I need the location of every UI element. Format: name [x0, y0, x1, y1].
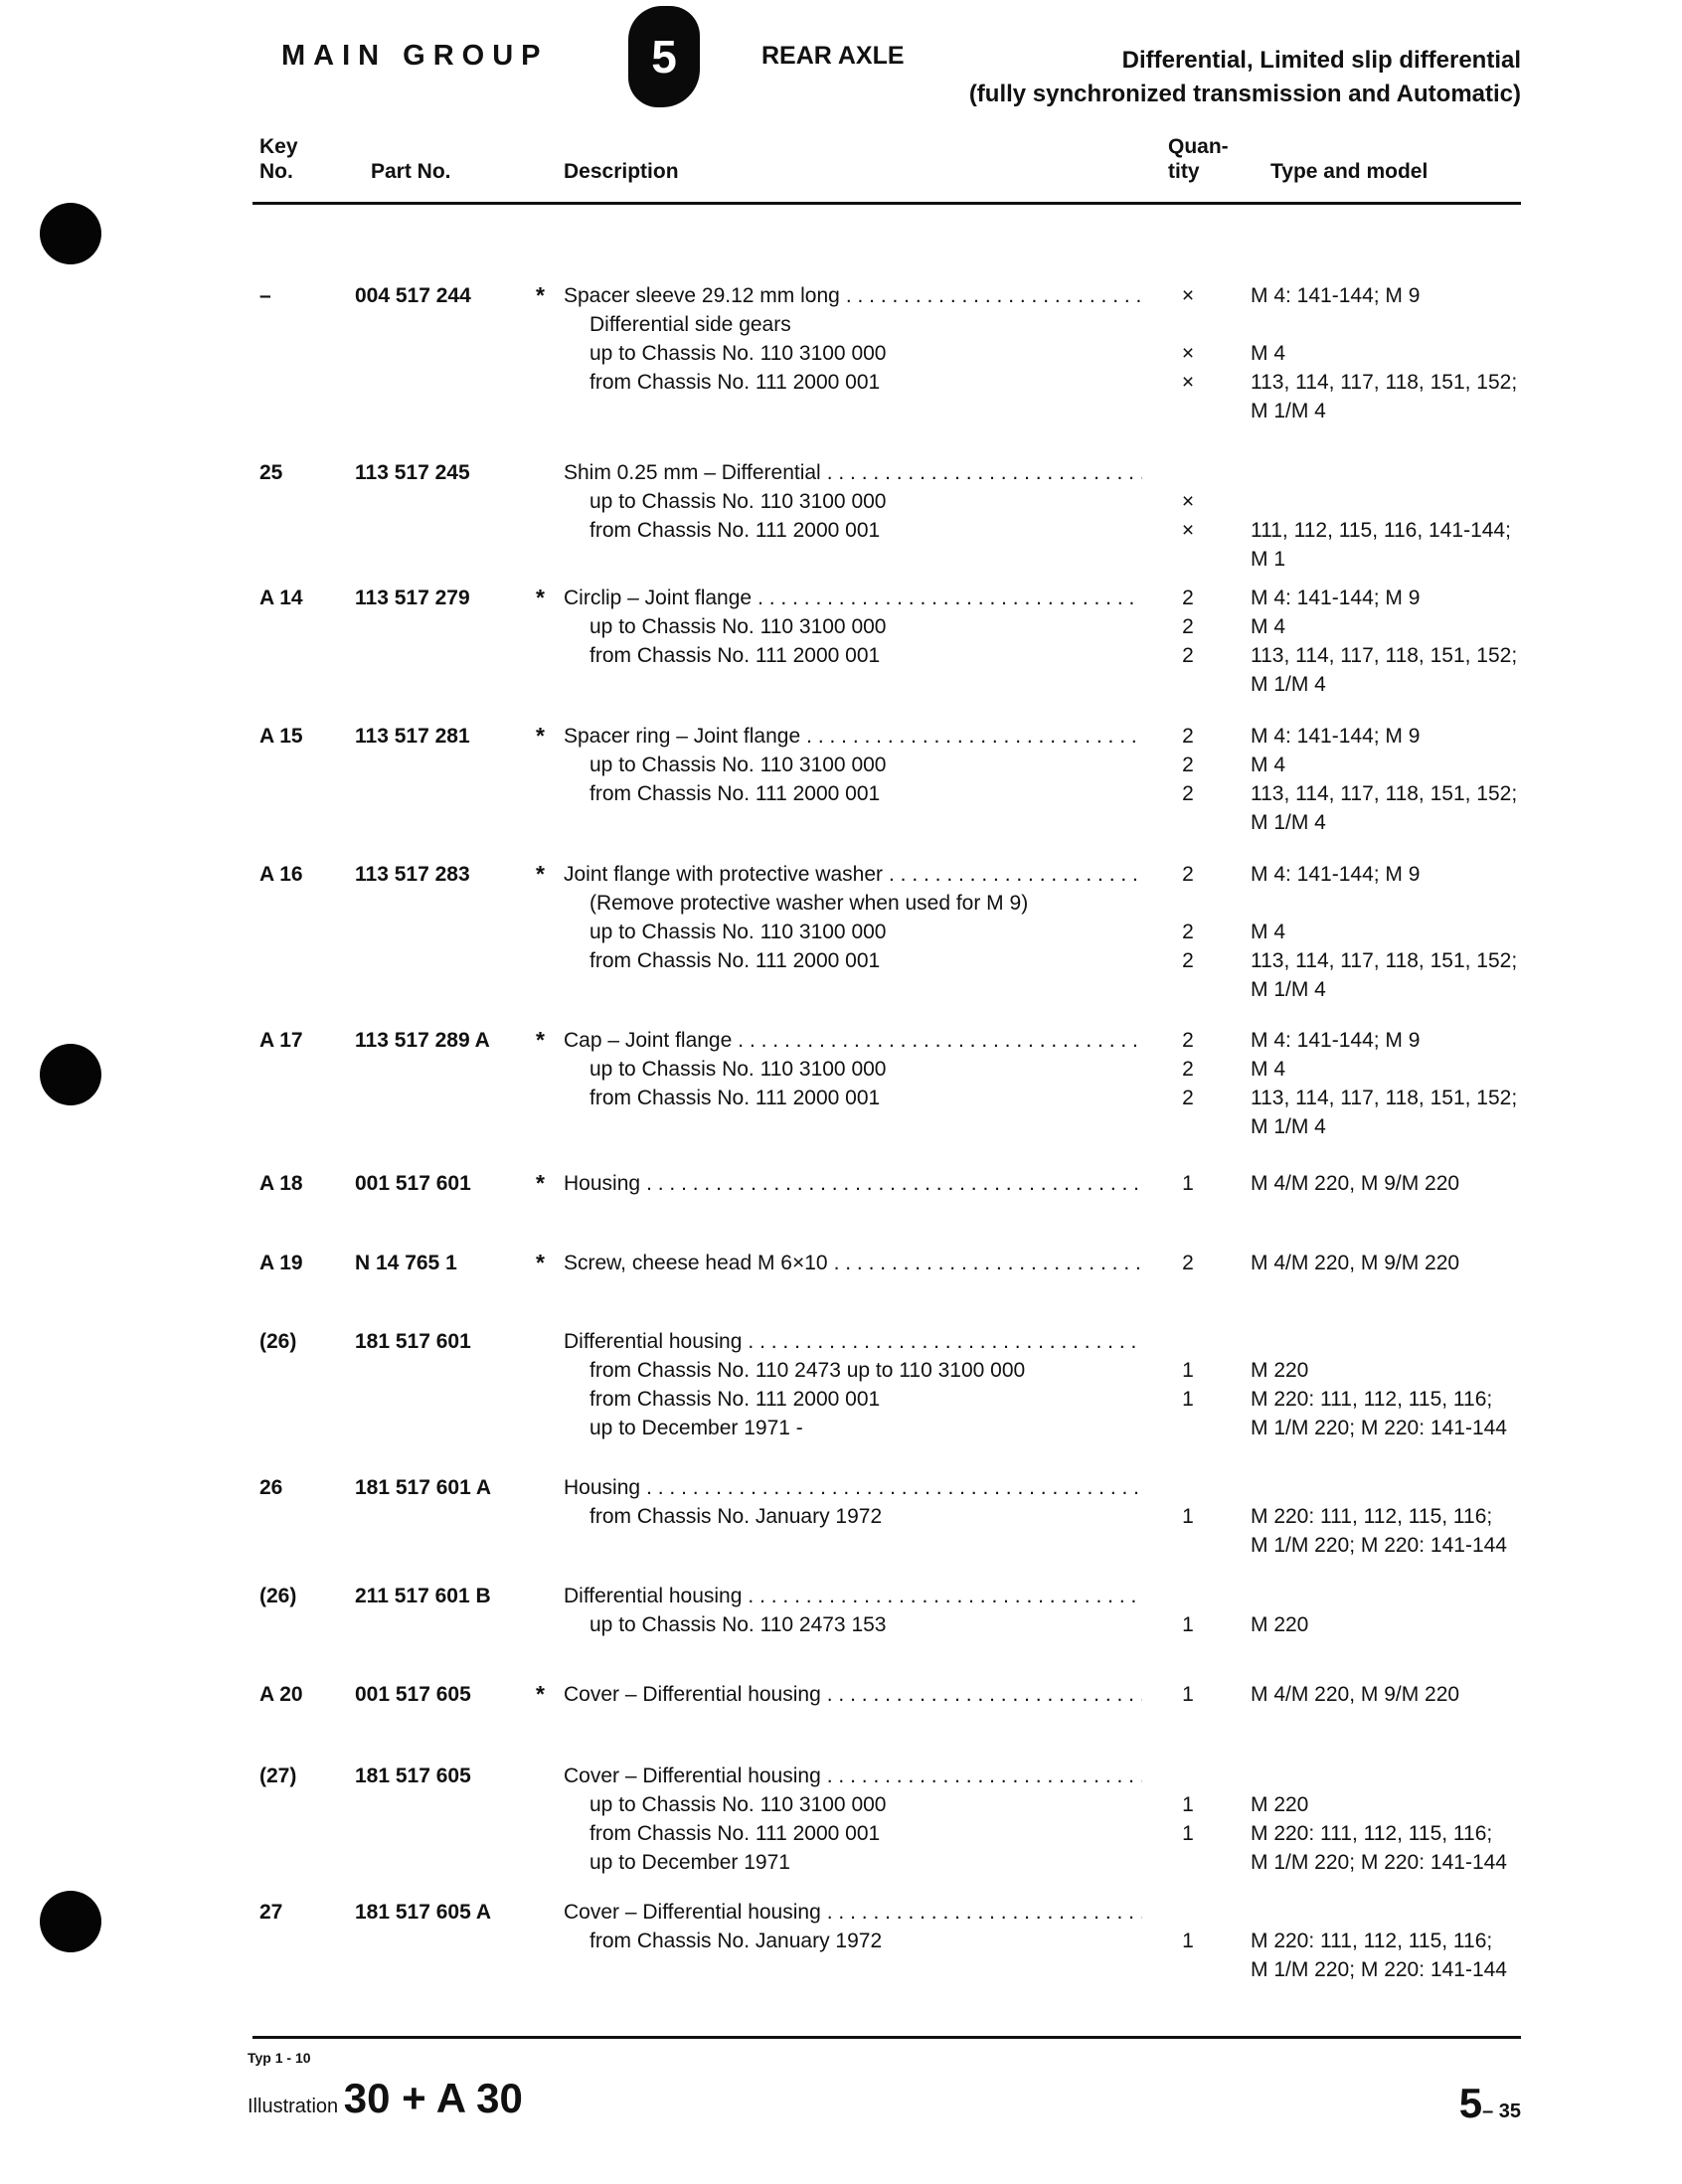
- quantity-value: [1175, 310, 1201, 339]
- description-subline: up to December 1971 -: [589, 1417, 803, 1439]
- quantity: [1175, 584, 1201, 699]
- quantity-value: 2: [1182, 587, 1194, 609]
- group-number: 5: [651, 31, 677, 83]
- type-and-model-line: [1251, 1327, 1569, 1356]
- description-subline: up to Chassis No. 110 3100 000: [589, 342, 887, 365]
- quantity-value: 1: [1182, 1613, 1194, 1636]
- quantity-value: [1175, 670, 1201, 699]
- type-and-model: [1251, 584, 1569, 699]
- description-subline: [564, 545, 1142, 574]
- quantity-value: ×: [1181, 284, 1195, 307]
- quantity: [1175, 1582, 1201, 1639]
- type-and-model: [1251, 1582, 1569, 1639]
- description-subline: from Chassis No. 111 2000 001: [589, 782, 881, 805]
- type-and-model-line: M 1/M 4: [1251, 978, 1326, 1001]
- part-number: 001 517 605: [355, 1683, 471, 1706]
- type-and-model-line: M 4/M 220, M 9/M 220: [1251, 1683, 1460, 1706]
- description-main: [564, 722, 1142, 751]
- punch-hole: [40, 203, 101, 264]
- description-text: Spacer sleeve 29.12 mm long: [564, 284, 840, 307]
- quantity-value: 2: [1182, 1087, 1194, 1109]
- quantity-value: 1: [1182, 1172, 1194, 1195]
- leader-dots: [646, 1169, 1142, 1198]
- quantity: [1175, 1680, 1201, 1709]
- description-subline: [564, 1531, 1142, 1560]
- description-main: [564, 1249, 1142, 1277]
- type-and-model-line: M 1/M 4: [1251, 400, 1326, 422]
- description-text: Differential housing: [564, 1330, 743, 1353]
- type-and-model-line: M 1/M 220; M 220: 141-144: [1251, 1851, 1507, 1874]
- description-main: [564, 584, 1142, 612]
- description-main: [564, 860, 1142, 889]
- quantity-value: 2: [1182, 754, 1194, 776]
- punch-hole: [40, 1891, 101, 1952]
- section-title-line2: (fully synchronized transmission and Automatic): [968, 81, 1521, 107]
- description-subline: up to Chassis No. 110 2473 153: [589, 1613, 887, 1636]
- type-and-model-line: M 4: [1251, 1058, 1286, 1081]
- type-and-model-line: 113, 114, 117, 118, 151, 152;: [1251, 371, 1518, 394]
- star-marker: *: [536, 1250, 545, 1275]
- header-divider: [252, 202, 1521, 205]
- quantity-value: [1175, 1762, 1201, 1790]
- section-title: [865, 44, 1521, 111]
- page-number-minor: – 35: [1482, 2100, 1521, 2122]
- quantity-value: 1: [1182, 1683, 1194, 1706]
- type-and-model: [1251, 722, 1569, 837]
- type-and-model-line: M 220: 111, 112, 115, 116;: [1251, 1388, 1493, 1411]
- description-text: Joint flange with protective washer: [564, 863, 883, 886]
- type-and-model-line: [1251, 889, 1569, 918]
- quantity-value: 2: [1182, 949, 1194, 972]
- star-marker: *: [536, 1681, 545, 1707]
- type-and-model: [1251, 1327, 1569, 1442]
- description-text: Cover – Differential housing: [564, 1764, 821, 1787]
- key-number: 25: [259, 461, 283, 484]
- leader-dots: [757, 584, 1142, 612]
- type-and-model-line: M 1/M 4: [1251, 673, 1326, 696]
- leader-dots: [827, 1680, 1142, 1709]
- quantity-value: [1175, 1327, 1201, 1356]
- key-number: A 20: [259, 1683, 303, 1706]
- description-text: Housing: [564, 1172, 641, 1195]
- type-and-model: [1251, 1026, 1569, 1141]
- part-number: 181 517 601: [355, 1330, 471, 1353]
- type-and-model-line: M 4: [1251, 754, 1286, 776]
- type-and-model-line: M 220: 111, 112, 115, 116;: [1251, 1822, 1493, 1845]
- type-and-model-line: [1251, 458, 1569, 487]
- quantity-value: 1: [1182, 1793, 1194, 1816]
- type-and-model: [1251, 860, 1569, 1004]
- description-main: [564, 1762, 1142, 1790]
- description-subline: from Chassis No. 111 2000 001: [589, 644, 881, 667]
- type-and-model: [1251, 1473, 1569, 1560]
- star-marker: *: [536, 585, 545, 610]
- description: [564, 1680, 1142, 1709]
- description: [564, 860, 1142, 1004]
- type-and-model-line: M 4: 141-144; M 9: [1251, 725, 1421, 748]
- star-marker: *: [536, 282, 545, 308]
- description-subline: [564, 397, 1142, 425]
- quantity-value: [1175, 808, 1201, 837]
- description: [564, 1249, 1142, 1277]
- type-and-model: [1251, 458, 1569, 574]
- type-and-model: [1251, 1898, 1569, 1984]
- type-and-model-line: 111, 112, 115, 116, 141-144;: [1251, 519, 1511, 542]
- description-subline: up to Chassis No. 110 3100 000: [589, 615, 887, 638]
- description: [564, 1327, 1142, 1442]
- quantity-value: [1175, 1898, 1201, 1927]
- type-and-model-line: M 1: [1251, 548, 1286, 571]
- description: [564, 1898, 1142, 1984]
- type-and-model-line: M 4: 141-144; M 9: [1251, 863, 1421, 886]
- quantity-value: 1: [1182, 1388, 1194, 1411]
- description-subline: (Remove protective washer when used for M 9): [589, 892, 1029, 915]
- description-subline: from Chassis No. 111 2000 001: [589, 519, 881, 542]
- part-number: 113 517 289 A: [355, 1029, 490, 1052]
- quantity-value: [1175, 1112, 1201, 1141]
- type-and-model-line: M 220: [1251, 1359, 1309, 1382]
- quantity-value: [1175, 889, 1201, 918]
- description-subline: Differential side gears: [589, 313, 791, 336]
- part-number: 113 517 245: [355, 461, 470, 484]
- key-number: –: [259, 284, 271, 307]
- key-number: (26): [259, 1330, 297, 1353]
- star-marker: *: [536, 723, 545, 749]
- type-and-model-line: [1251, 487, 1569, 516]
- column-header-quantity-line1: Quan-: [1168, 135, 1229, 158]
- quantity-value: 2: [1182, 921, 1194, 943]
- part-number: 181 517 605 A: [355, 1901, 492, 1924]
- quantity: [1175, 458, 1201, 574]
- type-and-model-line: [1251, 1582, 1569, 1610]
- quantity-value: ×: [1181, 519, 1195, 542]
- column-header-description: Description: [564, 160, 679, 183]
- leader-dots: [748, 1582, 1142, 1610]
- key-number: A 17: [259, 1029, 303, 1052]
- page-number: [1459, 2080, 1521, 2127]
- punch-hole: [40, 1044, 101, 1105]
- type-and-model: [1251, 1762, 1569, 1877]
- quantity-value: 2: [1182, 615, 1194, 638]
- description: [564, 1026, 1142, 1141]
- part-number: 113 517 283: [355, 863, 470, 886]
- part-number: 211 517 601 B: [355, 1585, 491, 1607]
- page-number-major: 5: [1458, 2080, 1483, 2126]
- type-and-model-line: M 1/M 4: [1251, 811, 1326, 834]
- quantity-value: 2: [1182, 1058, 1194, 1081]
- part-number: 113 517 281: [355, 725, 470, 748]
- quantity: [1175, 860, 1201, 1004]
- column-header-key-line1: Key: [259, 135, 298, 158]
- type-and-model-line: 113, 114, 117, 118, 151, 152;: [1251, 1087, 1518, 1109]
- quantity: [1175, 1762, 1201, 1877]
- type-and-model-line: M 4/M 220, M 9/M 220: [1251, 1252, 1460, 1274]
- quantity-value: [1175, 1955, 1201, 1984]
- quantity-value: 2: [1182, 1252, 1194, 1274]
- description-main: [564, 1169, 1142, 1198]
- description-subline: up to December 1971: [589, 1851, 790, 1874]
- leader-dots: [834, 1249, 1142, 1277]
- type-and-model-line: M 220: [1251, 1793, 1309, 1816]
- type-and-model-line: M 220: 111, 112, 115, 116;: [1251, 1930, 1493, 1952]
- description-main: [564, 458, 1142, 487]
- quantity: [1175, 1898, 1201, 1984]
- description-main: [564, 1026, 1142, 1055]
- key-number: (26): [259, 1585, 297, 1607]
- key-number: (27): [259, 1764, 297, 1787]
- type-and-model-line: 113, 114, 117, 118, 151, 152;: [1251, 949, 1518, 972]
- description: [564, 584, 1142, 699]
- quantity-value: ×: [1181, 342, 1195, 365]
- description-subline: up to Chassis No. 110 3100 000: [589, 921, 887, 943]
- quantity-value: [1175, 1473, 1201, 1502]
- description-main: [564, 1898, 1142, 1927]
- quantity: [1175, 1327, 1201, 1442]
- part-number: 181 517 605: [355, 1764, 471, 1787]
- description-subline: [564, 1112, 1142, 1141]
- type-and-model-line: M 1/M 220; M 220: 141-144: [1251, 1958, 1507, 1981]
- leader-dots: [738, 1026, 1142, 1055]
- leader-dots: [889, 860, 1142, 889]
- type-and-model-line: M 4: 141-144; M 9: [1251, 1029, 1421, 1052]
- type-and-model-line: M 220: 111, 112, 115, 116;: [1251, 1505, 1493, 1528]
- description-subline: from Chassis No. 110 2473 up to 110 3100 000: [589, 1359, 1026, 1382]
- description-text: Housing: [564, 1476, 641, 1499]
- key-number: A 16: [259, 863, 303, 886]
- type-and-model-line: M 4: [1251, 615, 1286, 638]
- type-and-model: [1251, 1169, 1569, 1198]
- description-main: [564, 1473, 1142, 1502]
- star-marker: *: [536, 861, 545, 887]
- illustration-label: Illustration: [248, 2096, 339, 2117]
- quantity-value: [1175, 1848, 1201, 1877]
- quantity-value: [1175, 545, 1201, 574]
- leader-dots: [827, 1762, 1142, 1790]
- star-marker: *: [536, 1170, 545, 1196]
- type-and-model-line: M 4: [1251, 342, 1286, 365]
- footer-divider: [252, 2036, 1521, 2039]
- quantity-value: 1: [1182, 1505, 1194, 1528]
- column-header-type-model: Type and model: [1270, 160, 1429, 183]
- quantity-value: 2: [1182, 644, 1194, 667]
- description-subline: up to Chassis No. 110 3100 000: [589, 1793, 887, 1816]
- quantity-value: 2: [1182, 863, 1194, 886]
- description: [564, 1762, 1142, 1877]
- quantity: [1175, 722, 1201, 837]
- group-number-badge: [628, 6, 700, 107]
- description-subline: [564, 1955, 1142, 1984]
- type-and-model-line: [1251, 1898, 1569, 1927]
- quantity: [1175, 1169, 1201, 1198]
- description-subline: from Chassis No. 111 2000 001: [589, 1822, 881, 1845]
- type-and-model-line: [1251, 310, 1569, 339]
- description-subline: from Chassis No. January 1972: [589, 1505, 883, 1528]
- description-main: [564, 281, 1142, 310]
- description-text: Cover – Differential housing: [564, 1683, 821, 1706]
- type-and-model: [1251, 1680, 1569, 1709]
- quantity-value: 2: [1182, 1029, 1194, 1052]
- quantity-value: 2: [1182, 725, 1194, 748]
- quantity-value: 1: [1182, 1359, 1194, 1382]
- leader-dots: [748, 1327, 1142, 1356]
- type-and-model-line: M 4: 141-144; M 9: [1251, 284, 1421, 307]
- key-number: A 19: [259, 1252, 303, 1274]
- quantity: [1175, 1473, 1201, 1560]
- description-text: Spacer ring – Joint flange: [564, 725, 801, 748]
- quantity: [1175, 1249, 1201, 1277]
- description-subline: up to Chassis No. 110 3100 000: [589, 1058, 887, 1081]
- column-header-part-no: Part No.: [371, 160, 451, 183]
- quantity-value: [1175, 975, 1201, 1004]
- leader-dots: [827, 1898, 1142, 1927]
- description-text: Screw, cheese head M 6×10: [564, 1252, 828, 1274]
- quantity-value: 2: [1182, 782, 1194, 805]
- description: [564, 1582, 1142, 1639]
- type-and-model-line: M 4: 141-144; M 9: [1251, 587, 1421, 609]
- column-header-quantity-line2: tity: [1168, 160, 1200, 183]
- description: [564, 1169, 1142, 1198]
- star-marker: *: [536, 1027, 545, 1053]
- description-subline: [564, 670, 1142, 699]
- quantity-value: 1: [1182, 1930, 1194, 1952]
- type-and-model: [1251, 1249, 1569, 1277]
- type-and-model-line: 113, 114, 117, 118, 151, 152;: [1251, 782, 1518, 805]
- type-and-model-line: M 4: [1251, 921, 1286, 943]
- description-subline: from Chassis No. 111 2000 001: [589, 1388, 881, 1411]
- leader-dots: [827, 458, 1142, 487]
- description-subline: from Chassis No. 111 2000 001: [589, 1087, 881, 1109]
- part-number: 181 517 601 A: [355, 1476, 492, 1499]
- leader-dots: [646, 1473, 1142, 1502]
- description: [564, 1473, 1142, 1560]
- description-main: [564, 1680, 1142, 1709]
- column-header-key-line2: No.: [259, 160, 293, 183]
- part-number: 113 517 279: [355, 587, 470, 609]
- leader-dots: [846, 281, 1142, 310]
- typ-label: Typ 1 - 10: [248, 2050, 311, 2066]
- quantity-value: [1175, 458, 1201, 487]
- description: [564, 281, 1142, 425]
- quantity-value: [1175, 1531, 1201, 1560]
- type-and-model-line: M 4/M 220, M 9/M 220: [1251, 1172, 1460, 1195]
- type-and-model-line: M 1/M 4: [1251, 1115, 1326, 1138]
- key-number: A 15: [259, 725, 303, 748]
- rear-axle-label: REAR AXLE: [761, 42, 905, 70]
- description-subline: up to Chassis No. 110 3100 000: [589, 490, 887, 513]
- description-main: [564, 1327, 1142, 1356]
- description-subline: [564, 808, 1142, 837]
- column-header-key: [259, 134, 298, 184]
- part-number: 004 517 244: [355, 284, 471, 307]
- quantity: [1175, 1026, 1201, 1141]
- description-main: [564, 1582, 1142, 1610]
- description-text: Circlip – Joint flange: [564, 587, 753, 609]
- illustration-numbers: 30 + A 30: [343, 2075, 523, 2121]
- type-and-model-line: [1251, 1762, 1569, 1790]
- description-subline: up to Chassis No. 110 3100 000: [589, 754, 887, 776]
- part-number: 001 517 601: [355, 1172, 471, 1195]
- type-and-model-line: M 1/M 220; M 220: 141-144: [1251, 1417, 1507, 1439]
- type-and-model-line: M 1/M 220; M 220: 141-144: [1251, 1534, 1507, 1557]
- description: [564, 722, 1142, 837]
- key-number: 27: [259, 1901, 283, 1924]
- quantity-value: [1175, 1582, 1201, 1610]
- description-text: Cover – Differential housing: [564, 1901, 821, 1924]
- description-subline: from Chassis No. 111 2000 001: [589, 949, 881, 972]
- type-and-model-line: 113, 114, 117, 118, 151, 152;: [1251, 644, 1518, 667]
- quantity-value: 1: [1182, 1822, 1194, 1845]
- key-number: A 18: [259, 1172, 303, 1195]
- description: [564, 458, 1142, 574]
- description-text: Shim 0.25 mm – Differential: [564, 461, 821, 484]
- quantity-value: [1175, 397, 1201, 425]
- quantity-value: [1175, 1414, 1201, 1442]
- description-subline: [564, 975, 1142, 1004]
- key-number: 26: [259, 1476, 283, 1499]
- type-and-model-line: M 220: [1251, 1613, 1309, 1636]
- column-header-quantity: [1168, 134, 1229, 184]
- description-subline: from Chassis No. January 1972: [589, 1930, 883, 1952]
- type-and-model-line: [1251, 1473, 1569, 1502]
- part-number: N 14 765 1: [355, 1252, 457, 1274]
- description-text: Differential housing: [564, 1585, 743, 1607]
- quantity: [1175, 281, 1201, 425]
- main-group-label: MAIN GROUP: [281, 40, 549, 72]
- quantity-value: ×: [1181, 490, 1195, 513]
- key-number: A 14: [259, 587, 303, 609]
- description-text: Cap – Joint flange: [564, 1029, 733, 1052]
- description-subline: from Chassis No. 111 2000 001: [589, 371, 881, 394]
- type-and-model: [1251, 281, 1569, 425]
- leader-dots: [806, 722, 1142, 751]
- illustration-reference: [248, 2075, 523, 2122]
- section-title-line1: Differential, Limited slip differential: [1121, 47, 1521, 74]
- quantity-value: ×: [1181, 371, 1195, 394]
